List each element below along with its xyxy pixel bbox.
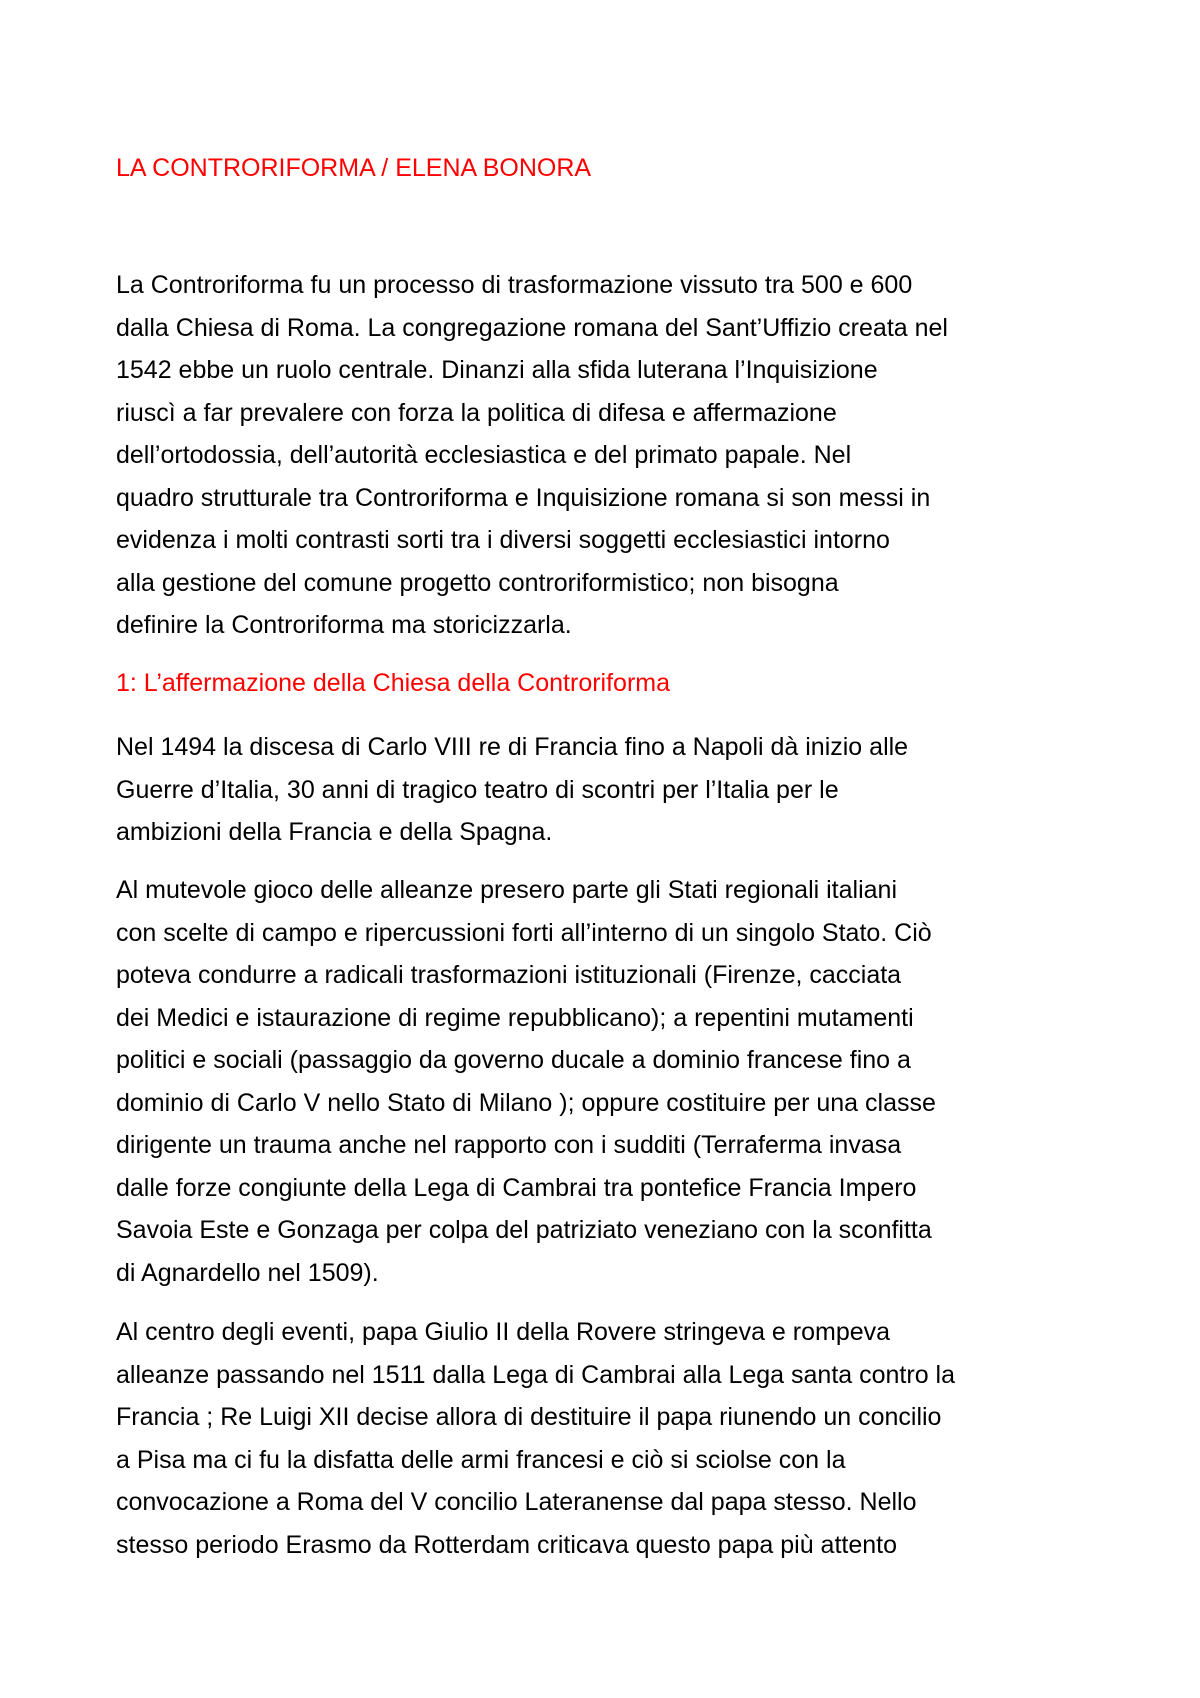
paragraph-line: La Controriforma fu un processo di trasformazione vissuto tra 500 e 600: [116, 271, 913, 299]
paragraph-line: dominio di Carlo V nello Stato di Milano ); oppure costituire per una classe: [116, 1088, 936, 1117]
paragraph-line: convocazione a Roma del V concilio Lateranense dal papa stesso. Nello: [116, 1488, 917, 1516]
paragraph-line: evidenza i molti contrasti sorti tra i diversi soggetti ecclesiastici intorno: [116, 526, 890, 554]
paragraph-line: Al mutevole gioco delle alleanze presero parte gli Stati regionali italiani: [116, 876, 898, 904]
paragraph-line: dalla Chiesa di Roma. La congregazione romana del Sant’Uffizio creata nel: [116, 313, 948, 342]
intro-paragraph: [116, 264, 1116, 647]
paragraph-line: di Agnardello nel 1509).: [116, 1258, 379, 1287]
paragraph-line: stesso periodo Erasmo da Rotterdam criticava questo papa più attento: [116, 1530, 897, 1559]
paragraph-line: politici e sociali (passaggio da governo ducale a dominio francese fino a: [116, 1046, 911, 1074]
paragraph-line: alla gestione del comune progetto controriformistico; non bisogna: [116, 568, 839, 597]
paragraph-line: poteva condurre a radicali trasformazioni istituzionali (Firenze, cacciata: [116, 961, 902, 989]
section-heading: 1: L’affermazione della Chiesa della Controriforma: [116, 669, 671, 697]
paragraph-line: con scelte di campo e ripercussioni forti all’interno di un singolo Stato. Ciò: [116, 918, 932, 947]
paragraph-line: 1542 ebbe un ruolo centrale. Dinanzi alla sfida luterana l’Inquisizione: [116, 356, 878, 384]
paragraph-line: ambizioni della Francia e della Spagna.: [116, 818, 553, 846]
paragraph-line: dei Medici e istaurazione di regime repubblicano); a repentini mutamenti: [116, 1003, 914, 1032]
paragraph-line: Al centro degli eventi, papa Giulio II della Rovere stringeva e rompeva: [116, 1318, 891, 1346]
paragraph-line: definire la Controriforma ma storicizzarla.: [116, 611, 572, 639]
body-paragraph: [116, 1311, 1116, 1566]
paragraph-line: Francia ; Re Luigi XII decise allora di destituire il papa riunendo un concilio: [116, 1403, 942, 1431]
paragraph-line: a Pisa ma ci fu la disfatta delle armi francesi e ciò si sciolse con la: [116, 1445, 846, 1474]
paragraph-line: Nel 1494 la discesa di Carlo VIII re di Francia fino a Napoli dà inizio alle: [116, 733, 909, 761]
paragraph-line: dell’ortodossia, dell’autorità ecclesiastica e del primato papale. Nel: [116, 441, 852, 469]
paragraph-line: quadro strutturale tra Controriforma e Inquisizione romana si son messi in: [116, 483, 931, 512]
paragraph-line: alleanze passando nel 1511 dalla Lega di Cambrai alla Lega santa contro la: [116, 1360, 956, 1389]
paragraph-line: dirigente un trauma anche nel rapporto con i sudditi (Terraferma invasa: [116, 1131, 902, 1159]
paragraph-line: Guerre d’Italia, 30 anni di tragico teatro di scontri per l’Italia per le: [116, 775, 839, 804]
paragraph-line: dalle forze congiunte della Lega di Cambrai tra pontefice Francia Impero: [116, 1173, 917, 1202]
paragraph-line: Savoia Este e Gonzaga per colpa del patriziato veneziano con la sconfitta: [116, 1216, 932, 1244]
body-paragraph: [116, 869, 1116, 1294]
body-paragraph: [116, 726, 1116, 854]
document-title: LA CONTRORIFORMA / ELENA BONORA: [116, 154, 592, 182]
paragraph-line: riuscì a far prevalere con forza la politica di difesa e affermazione: [116, 398, 837, 427]
